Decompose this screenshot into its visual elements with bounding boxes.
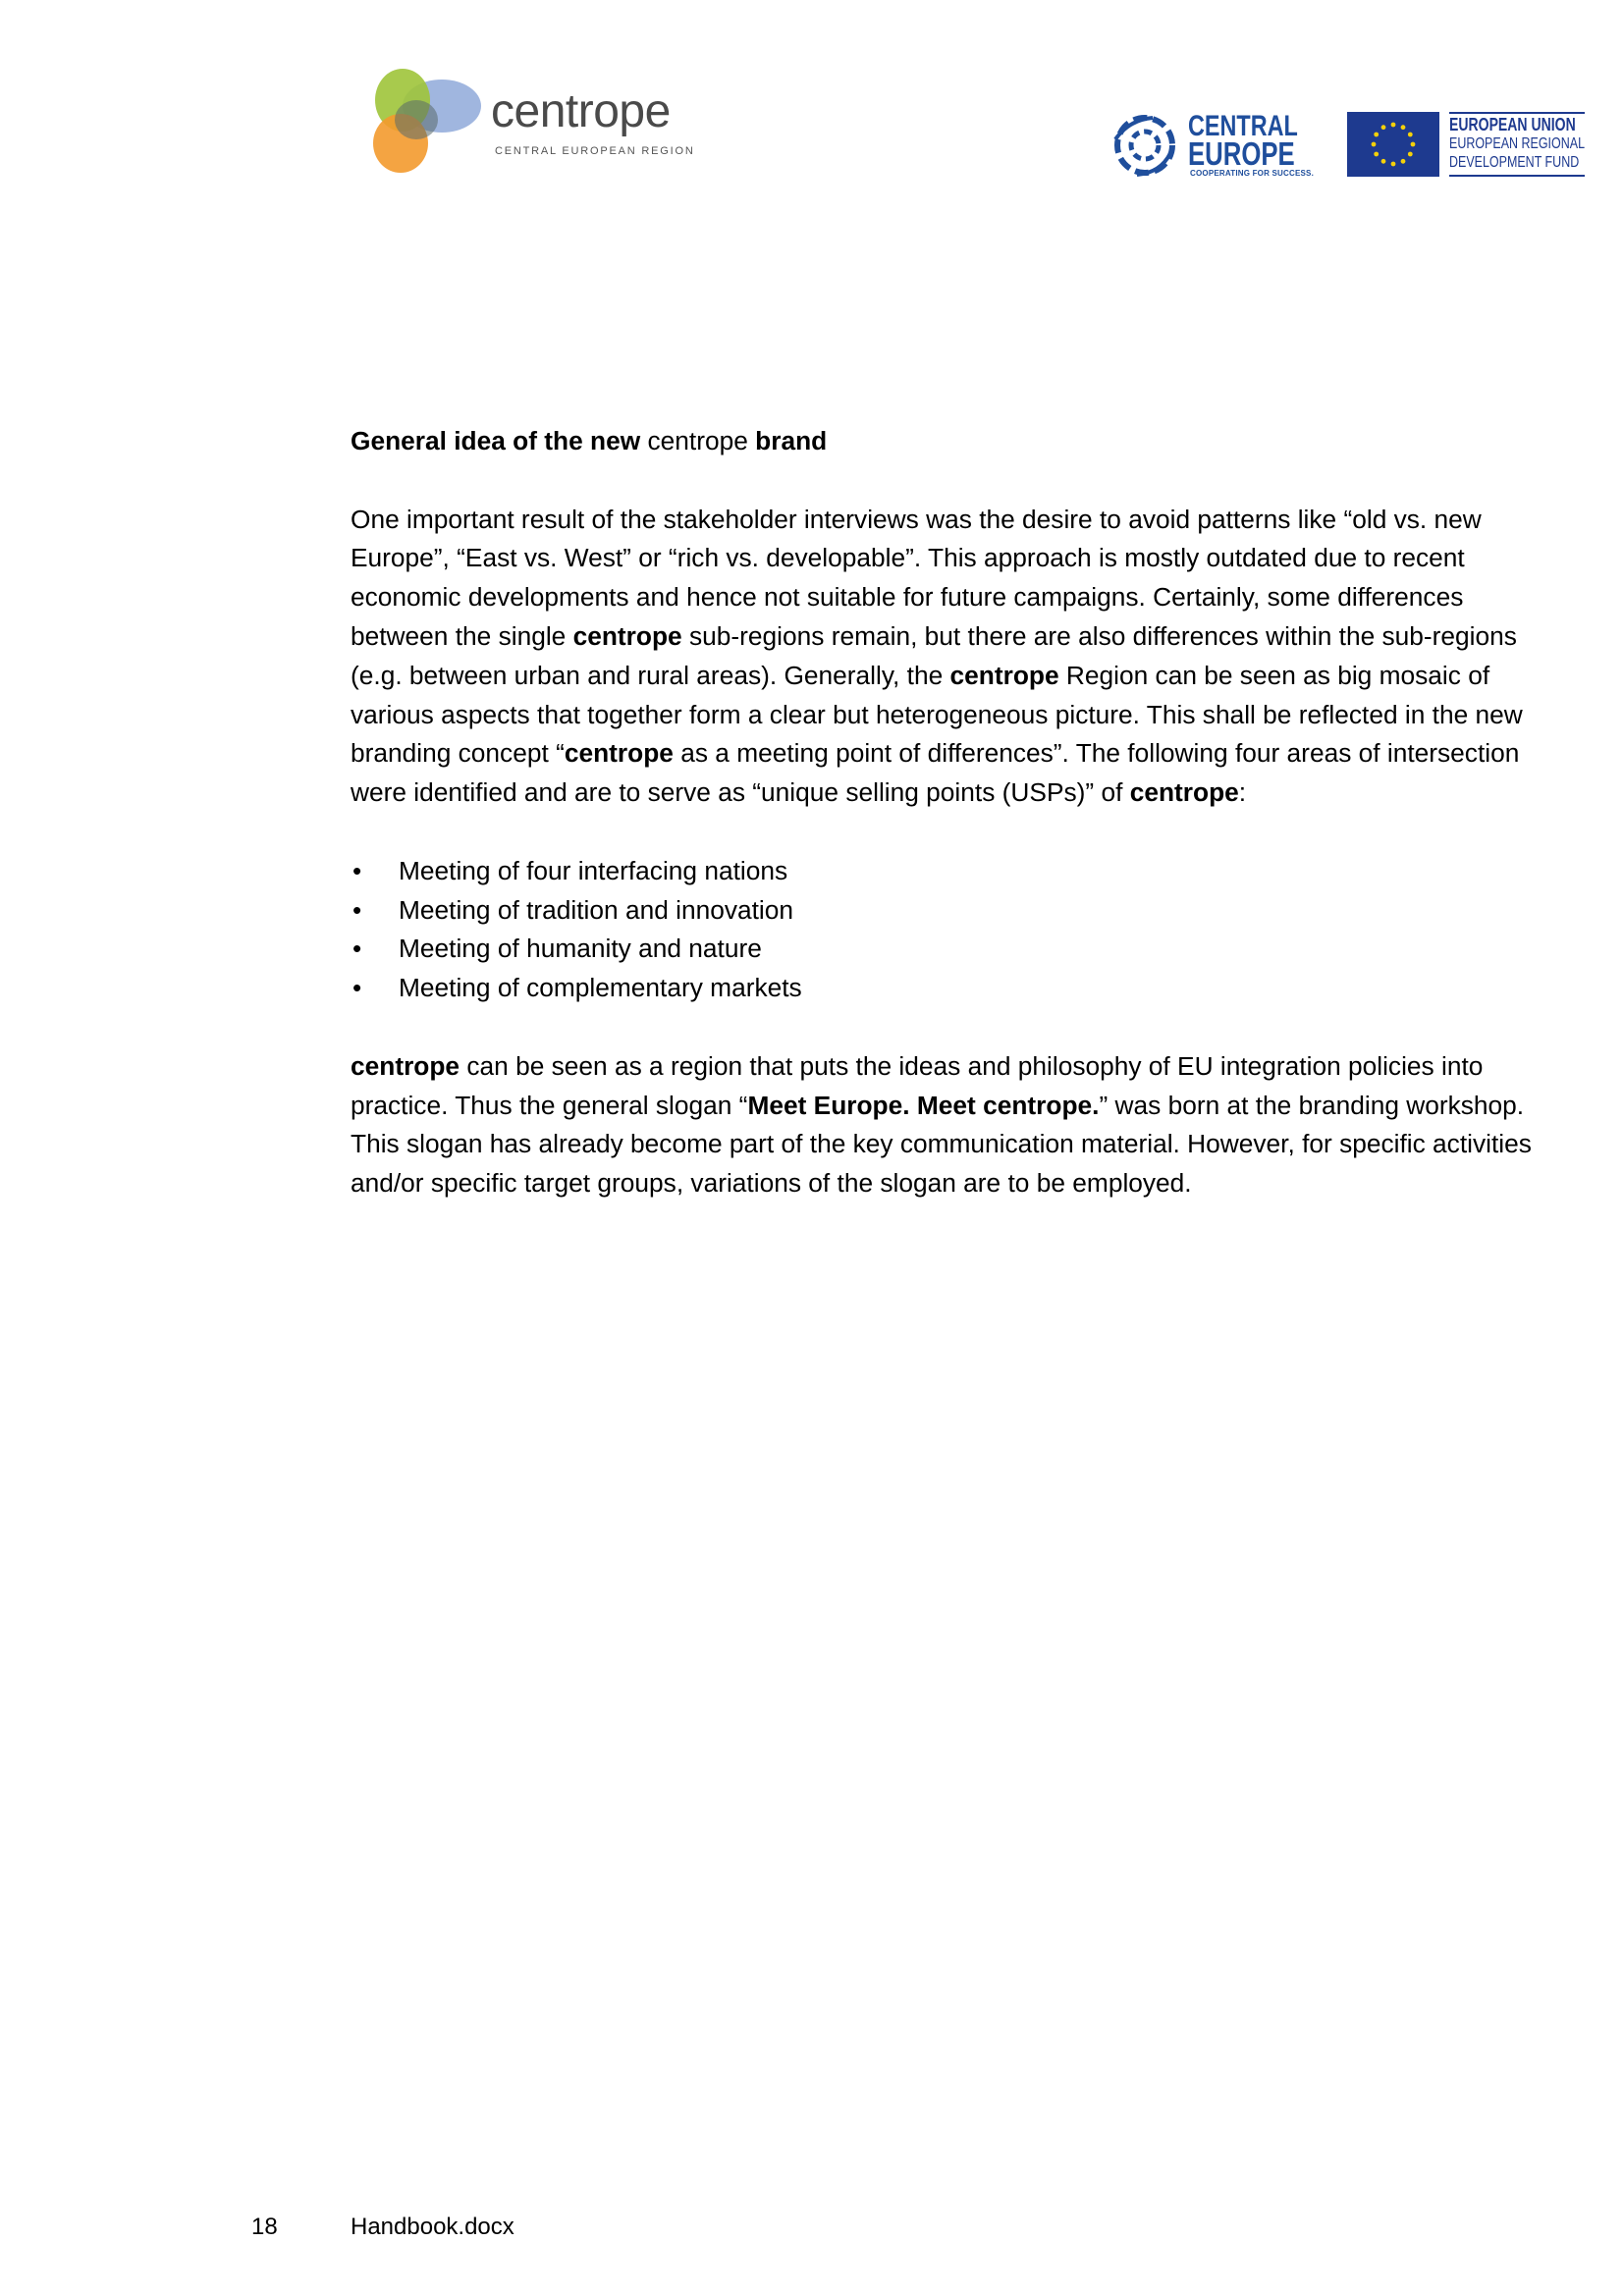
paragraph-2: [351, 1047, 1568, 1203]
paragraph-1-text-2: sub-regions remain, but there are also differences within the sub-regions (e.g. between urban and rural areas). Generally, the: [351, 620, 1517, 690]
eu-flag-icon: [1347, 112, 1439, 177]
eu-line1: EUROPEAN UNION: [1449, 115, 1576, 134]
eu-line3: DEVELOPMENT FUND: [1449, 154, 1580, 171]
heading-part3: brand: [755, 426, 828, 455]
spacer: [351, 813, 1568, 852]
eu-text-block: [1449, 112, 1585, 177]
footer-filename: Handbook.docx: [351, 2214, 514, 2240]
list-item-text: Meeting of four interfacing nations: [399, 855, 788, 885]
usp-list: [351, 852, 1568, 1008]
paragraph-1-bold-2: centrope: [949, 660, 1059, 690]
centrope-logo-mark-icon: [365, 65, 493, 183]
paragraph-1-text-4: as a meeting point of differences”. The following four areas of intersection were identified and are to serve as “unique selling points (USPs)” of: [351, 738, 1520, 808]
paragraph-1-bold-4: centrope: [1129, 777, 1239, 808]
page-number: 18: [251, 2214, 278, 2240]
list-item: [351, 969, 1568, 1008]
paragraph-1: [351, 501, 1568, 813]
heading-part1: General idea of the new: [351, 426, 641, 455]
central-europe-tagline: COOPERATING FOR SUCCESS.: [1190, 169, 1314, 178]
bullet-icon: •: [352, 894, 362, 925]
eu-line2: EUROPEAN REGIONAL: [1449, 135, 1586, 152]
paragraph-1-text-5: :: [1238, 777, 1247, 808]
paragraph-1-text-3: Region can be seen as big mosaic of various aspects that together form a clear but heterogeneous picture. This shall be reflected in the new branding concept “: [351, 660, 1523, 769]
central-europe-globe-icon: [1109, 110, 1186, 179]
central-europe-line2: EUROPE: [1188, 135, 1295, 172]
bullet-icon: •: [352, 934, 362, 964]
list-item: [351, 891, 1568, 931]
document-body: [351, 422, 1568, 1203]
eu-logo: [1347, 112, 1586, 177]
slogan: Meet Europe. Meet centrope.: [747, 1090, 1100, 1120]
centrope-logo: [365, 65, 699, 183]
list-item: [351, 852, 1568, 891]
paragraph-2-text-1: can be seen as a region that puts the ideas and philosophy of EU integration policies into practice. Thus the general slogan “: [351, 1050, 1484, 1120]
list-item-text: Meeting of humanity and nature: [399, 934, 762, 964]
spacer: [351, 1008, 1568, 1047]
list-item-text: Meeting of tradition and innovation: [399, 894, 794, 925]
spacer: [351, 461, 1568, 501]
paragraph-1-text-1: One important result of the stakeholder interviews was the desire to avoid patterns like “old vs. new Europe”, “East vs. West” or “rich vs. developable”. This approach is mostly outdated due to recent economic developments and hence not suitable for future campaigns. Certainly, some differences between the single: [351, 504, 1482, 651]
paragraph-2-text-2: ” was born at the branding workshop. This slogan has already become part of the key communication material. However, for specific activities and/or specific target groups, variations of the slogan are to be employed.: [351, 1090, 1532, 1199]
bullet-icon: •: [352, 855, 362, 885]
centrope-tagline: CENTRAL EUROPEAN REGION: [495, 145, 695, 157]
central-europe-logo: [1109, 110, 1327, 179]
list-item-text: Meeting of complementary markets: [399, 973, 802, 1003]
bullet-icon: •: [352, 973, 362, 1003]
central-europe-line1: CENTRAL: [1188, 110, 1298, 142]
list-item: [351, 930, 1568, 969]
paragraph-1-bold-1: centrope: [572, 620, 682, 651]
paragraph-2-bold-1: centrope: [351, 1050, 460, 1081]
heading-part2: centrope: [640, 426, 756, 455]
centrope-wordmark: centrope: [491, 85, 671, 137]
paragraph-1-bold-3: centrope: [564, 738, 674, 769]
section-heading: [351, 422, 1568, 461]
